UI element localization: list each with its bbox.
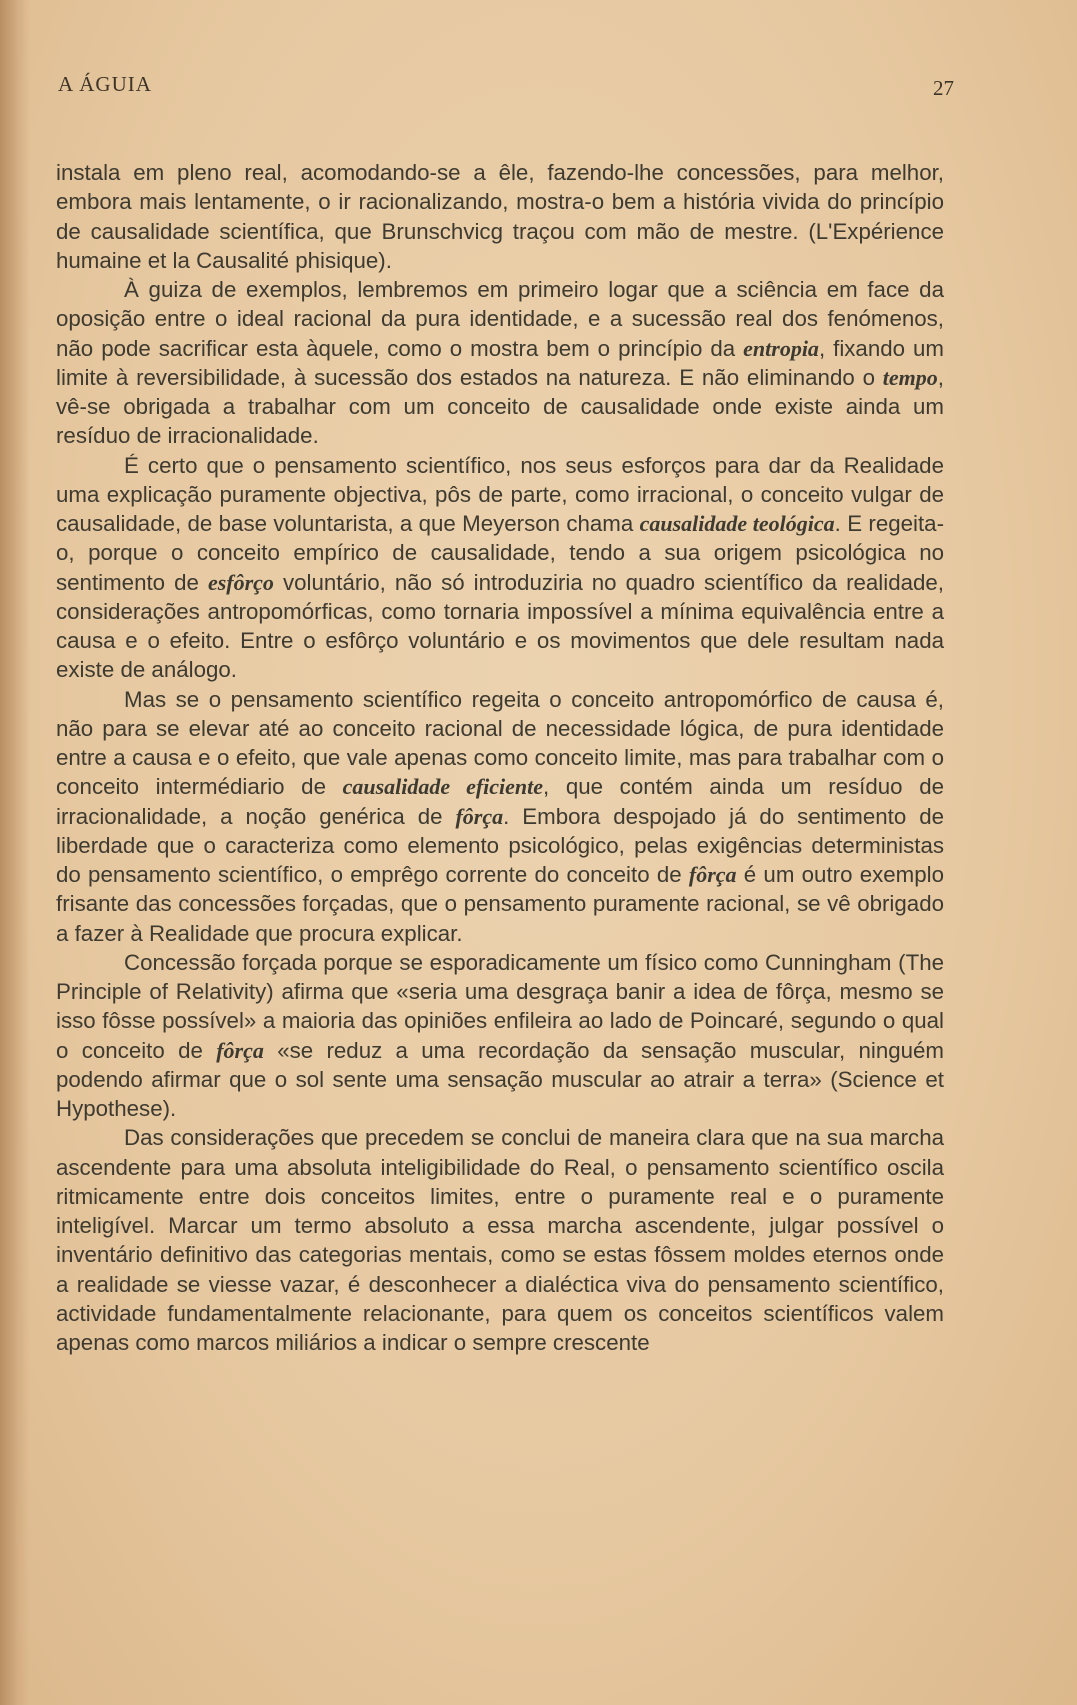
italic-term: fôrça: [688, 862, 737, 887]
page-number: 27: [933, 76, 954, 100]
page-spine-shadow: [0, 0, 30, 1705]
paragraph: [56, 1123, 944, 1357]
text-run: , fixando um limite à reversibilidade, à sucessão dos estados na natureza. E não eliminando o: [56, 335, 944, 390]
running-title: A ÁGUIA: [58, 72, 152, 96]
text-run: É certo que o pensamento scientífico, nos seus esforços para dar da Realidade uma explicação puramente objectiva, pôs de parte, como irracional, o conceito vulgar de causalidade, de base voluntarista, a que Meyerson chama: [56, 452, 944, 536]
text-run: . E regeita-o, porque o conceito empírico de causalidade, tendo a sua origem psicológica no sentimento de: [56, 511, 944, 595]
paragraph: [56, 275, 944, 451]
text-run: Mas se o pensamento scientífico regeita o conceito antropomórfico de causa é, não para se elevar até ao conceito racional de necessidade lógica, de pura identidade entre a causa e o efeito, que vale apenas como conceito limite, mas para trabalhar com o conceito intermédiario de: [56, 686, 944, 800]
body-text: [56, 158, 944, 1357]
italic-term: causalidade teológica: [639, 511, 835, 536]
text-run: voluntário, não só introduziria no quadro scientífico da realidade, considerações antropomórficas, como tornaria impossível a mínima equivalência entre a causa e o efeito. Entre o esfôrço voluntário e os movimentos que dele resultam nada existe de análogo.: [56, 569, 944, 683]
paragraph: [56, 685, 944, 948]
text-run: À guiza de exemplos, lembremos em primeiro logar que a sciência em face da oposição entre o ideal racional da pura identidade, e a sucessão real dos fenómenos, não pode sacrificar esta àquele, como o mostra bem o princípio da: [56, 277, 944, 361]
italic-term: tempo: [882, 364, 938, 390]
text-run: «se reduz a uma recordação da sensação muscular, ninguém podendo afirmar que o sol sente uma sensação muscular ao atrair a terra» (Science et Hypothese).: [56, 1037, 944, 1121]
italic-term: esfôrço: [207, 569, 274, 595]
paragraph: [56, 451, 944, 685]
italic-term: fôrça: [216, 1037, 264, 1063]
page-header: [58, 68, 954, 108]
text-run: , que contém ainda um resíduo de irracionalidade, a noção genérica de: [56, 774, 944, 829]
text-run: Das considerações que precedem se conclui de maneira clara que na sua marcha ascendente para uma absoluta inteligibilidade do Real, o pensamento scientífico oscila ritmicamente entre dois conceitos limites, entre o puramente real e o puramente inteligível. Marcar um termo absoluto a essa marcha ascendente, julgar possível o inventário definitivo das categorias mentais, como se estas fôssem moldes eternos onde a realidade se viesse vazar, é desconhecer a dialéctica viva do pensamento scientífico, actividade fundamentalmente relacionante, para quem os conceitos scientíficos valem apenas como marcos miliários a indicar o sempre crescente: [56, 1125, 944, 1355]
paragraph: [56, 158, 944, 275]
text-run: Concessão forçada porque se esporadicamente um físico como Cunningham (The Principle of Relativity) afirma que «seria uma desgraça banir a idea de fôrça, mesmo se isso fôsse possível» a maioria das opiniões enfileira ao lado de Poincaré, segundo o qual o conceito de: [56, 949, 944, 1063]
text-run: . Embora despojado já do sentimento de liberdade que o caracteriza como elemento psicológico, pelas exigências deterministas do pensamento scientífico, o emprêgo corrente do conceito de: [56, 803, 944, 887]
text-run: instala em pleno real, acomodando-se a êle, fazendo-lhe concessões, para melhor, embora mais lentamente, o ir racionalizando, mostra-o bem a história vivida do princípio de causalidade scientífica, que Brunschvicg traçou com mão de mestre. (L'Expérience humaine et la Causalité phisique).: [56, 160, 944, 273]
text-run: , vê-se obrigada a trabalhar com um conceito de causalidade onde existe ainda um resíduo de irracionalidade.: [56, 364, 944, 449]
italic-term: fôrça: [455, 803, 504, 829]
text-run: é um outro exemplo frisante das concessões forçadas, que o pensamento puramente racional, se vê obrigado a fazer à Realidade que procura explicar.: [56, 862, 944, 946]
italic-term: entropia: [743, 335, 819, 361]
paragraph: [56, 948, 944, 1124]
italic-term: causalidade eficiente: [342, 774, 544, 800]
